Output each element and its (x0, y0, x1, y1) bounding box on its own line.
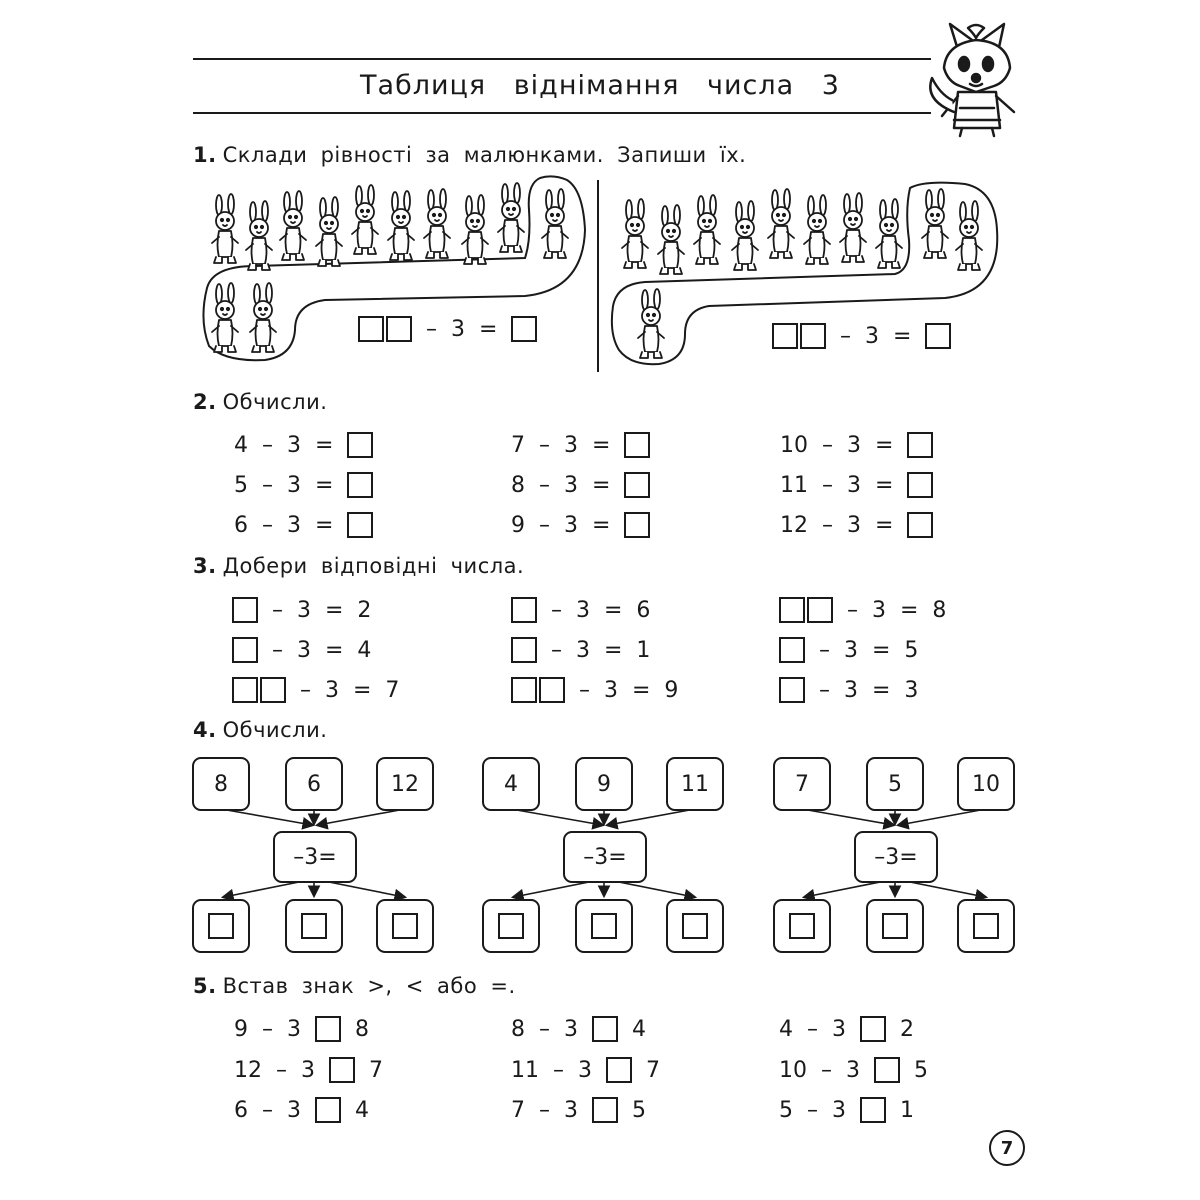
task-1-number: 1. (193, 143, 217, 167)
answer-box[interactable] (511, 637, 537, 663)
answer-box[interactable] (925, 323, 951, 349)
input-card: 10 (957, 757, 1015, 811)
task-3-equation (511, 675, 678, 705)
title-rule-top (193, 58, 931, 60)
task-5-heading (193, 974, 516, 998)
task-2-equation (511, 510, 650, 540)
task-5-comparison (511, 1014, 646, 1044)
equation-text: 12 – 3 = (780, 512, 908, 538)
task-2-equation (234, 470, 373, 500)
comparison-left: 8 – 3 (511, 1016, 592, 1042)
result-card (866, 899, 924, 953)
page-number: 7 (989, 1130, 1025, 1166)
answer-box[interactable] (208, 913, 234, 939)
answer-box-double[interactable] (772, 323, 826, 349)
answer-box[interactable] (347, 472, 373, 498)
equation-text: 9 – 3 = (511, 512, 625, 538)
answer-box[interactable] (624, 512, 650, 538)
comparison-right: 8 (340, 1016, 369, 1042)
sign-box[interactable] (592, 1016, 618, 1042)
answer-box[interactable] (789, 913, 815, 939)
fox-mascot-icon (920, 20, 1030, 138)
result-card (575, 899, 633, 953)
answer-box[interactable] (539, 677, 565, 703)
comparison-left: 10 – 3 (779, 1057, 874, 1083)
answer-box[interactable] (779, 597, 805, 623)
sign-box[interactable] (315, 1097, 341, 1123)
input-card: 8 (192, 757, 250, 811)
comparison-left: 5 – 3 (779, 1097, 860, 1123)
operation-card: –3= (563, 831, 647, 883)
answer-box[interactable] (232, 597, 258, 623)
result-card (666, 899, 724, 953)
task-2-number: 2. (193, 390, 217, 414)
answer-box[interactable] (392, 913, 418, 939)
comparison-right: 4 (617, 1016, 646, 1042)
task-1-text: Склади рівності за малюнками. Запиши їх. (222, 143, 747, 167)
task-3-equation (511, 635, 650, 665)
task-2-equation (780, 430, 933, 460)
answer-box[interactable] (498, 913, 524, 939)
comparison-left: 11 – 3 (511, 1057, 606, 1083)
equation-text: 4 – 3 = (234, 432, 348, 458)
answer-box[interactable] (907, 432, 933, 458)
answer-box[interactable] (682, 913, 708, 939)
result-card (773, 899, 831, 953)
task-2-equation (511, 470, 650, 500)
page-title: Таблиця віднімання числа 3 (360, 70, 840, 101)
sign-box[interactable] (860, 1016, 886, 1042)
answer-box[interactable] (232, 637, 258, 663)
task-5-comparison (511, 1055, 660, 1085)
answer-box[interactable] (591, 913, 617, 939)
task-3-equation (232, 635, 371, 665)
equation-text: 6 – 3 = (234, 512, 348, 538)
result-card (192, 899, 250, 953)
task-3-equation (232, 595, 371, 625)
comparison-right: 2 (885, 1016, 914, 1042)
answer-box[interactable] (907, 512, 933, 538)
task-5-comparison (234, 1095, 369, 1125)
task-1-divider (597, 180, 599, 372)
equation-text: – 3 = 6 (537, 597, 651, 623)
result-card (957, 899, 1015, 953)
answer-box[interactable] (232, 677, 258, 703)
task-5-comparison (511, 1095, 646, 1125)
comparison-left: 6 – 3 (234, 1097, 315, 1123)
equation-text: – 3 = 9 (565, 677, 679, 703)
task-3-equation (779, 595, 946, 625)
task-2-equation (780, 510, 933, 540)
comparison-right: 7 (354, 1057, 383, 1083)
equation-text: 8 – 3 = (511, 472, 625, 498)
task-5-comparison (779, 1095, 914, 1125)
answer-box[interactable] (882, 913, 908, 939)
input-card: 6 (285, 757, 343, 811)
answer-box-double[interactable] (358, 316, 412, 342)
answer-box[interactable] (511, 316, 537, 342)
task-1-heading (193, 143, 746, 167)
equation-text: – 3 = 4 (258, 637, 372, 663)
equation-text: 10 – 3 = (780, 432, 908, 458)
answer-box-double[interactable] (779, 597, 833, 623)
comparison-right: 5 (899, 1057, 928, 1083)
equation-text: 5 – 3 = (234, 472, 348, 498)
comparison-right: 7 (631, 1057, 660, 1083)
task-2-equation (780, 470, 933, 500)
equation-text: 7 – 3 = (511, 432, 625, 458)
answer-box[interactable] (347, 432, 373, 458)
answer-box[interactable] (807, 597, 833, 623)
comparison-right: 1 (885, 1097, 914, 1123)
task-1-left-equation: – 3 = (358, 314, 537, 344)
equation-text: – 3 = 7 (286, 677, 400, 703)
operation-card: –3= (273, 831, 357, 883)
task-5-comparison (779, 1014, 914, 1044)
input-card: 4 (482, 757, 540, 811)
task-3-equation (779, 635, 918, 665)
comparison-left: 9 – 3 (234, 1016, 315, 1042)
task-5-comparison (234, 1014, 369, 1044)
sign-box[interactable] (874, 1057, 900, 1083)
sign-box[interactable] (860, 1097, 886, 1123)
input-card: 5 (866, 757, 924, 811)
answer-box[interactable] (260, 677, 286, 703)
task-5-text: Встав знак >, < або =. (222, 974, 516, 998)
result-card (376, 899, 434, 953)
result-card (285, 899, 343, 953)
equation-text: – 3 = 1 (537, 637, 651, 663)
sign-box[interactable] (606, 1057, 632, 1083)
task-3-equation (779, 675, 918, 705)
task-3-equation (511, 595, 650, 625)
answer-box[interactable] (511, 597, 537, 623)
comparison-right: 4 (340, 1097, 369, 1123)
task-2-heading (193, 390, 327, 414)
equation-text: – 3 = 8 (833, 597, 947, 623)
answer-box[interactable] (973, 913, 999, 939)
equation-text: – 3 = 2 (258, 597, 372, 623)
result-card (482, 899, 540, 953)
operation-card: –3= (854, 831, 938, 883)
sign-box[interactable] (592, 1097, 618, 1123)
answer-box[interactable] (624, 472, 650, 498)
sign-box[interactable] (315, 1016, 341, 1042)
task-2-equation (234, 510, 373, 540)
input-card: 12 (376, 757, 434, 811)
task-5-comparison (234, 1055, 383, 1085)
task-1-right-equation: – 3 = (772, 321, 951, 351)
input-card: 9 (575, 757, 633, 811)
task-4-number: 4. (193, 718, 217, 742)
task-2-equation (234, 430, 373, 460)
comparison-left: 4 – 3 (779, 1016, 860, 1042)
answer-box[interactable] (907, 472, 933, 498)
input-card: 7 (773, 757, 831, 811)
comparison-right: 5 (617, 1097, 646, 1123)
comparison-left: 12 – 3 (234, 1057, 329, 1083)
input-card: 11 (666, 757, 724, 811)
task-3-text: Добери відповідні числа. (222, 554, 525, 578)
task-5-number: 5. (193, 974, 217, 998)
task-2-equation (511, 430, 650, 460)
task-3-equation (232, 675, 399, 705)
title-rule-bottom (193, 112, 931, 114)
task-5-comparison (779, 1055, 928, 1085)
answer-box-double[interactable] (232, 677, 286, 703)
answer-box[interactable] (779, 637, 805, 663)
answer-box[interactable] (779, 677, 805, 703)
answer-box[interactable] (511, 677, 537, 703)
answer-box[interactable] (624, 432, 650, 458)
equation-text: 11 – 3 = (780, 472, 908, 498)
equation-text: – 3 = 3 (805, 677, 919, 703)
answer-box[interactable] (301, 913, 327, 939)
task-3-number: 3. (193, 554, 217, 578)
sign-box[interactable] (329, 1057, 355, 1083)
comparison-left: 7 – 3 (511, 1097, 592, 1123)
answer-box-double[interactable] (511, 677, 565, 703)
task-3-heading (193, 554, 524, 578)
answer-box[interactable] (347, 512, 373, 538)
equation-text: – 3 = 5 (805, 637, 919, 663)
task-4-text: Обчисли. (222, 718, 328, 742)
task-4-heading (193, 718, 327, 742)
task-2-text: Обчисли. (222, 390, 328, 414)
